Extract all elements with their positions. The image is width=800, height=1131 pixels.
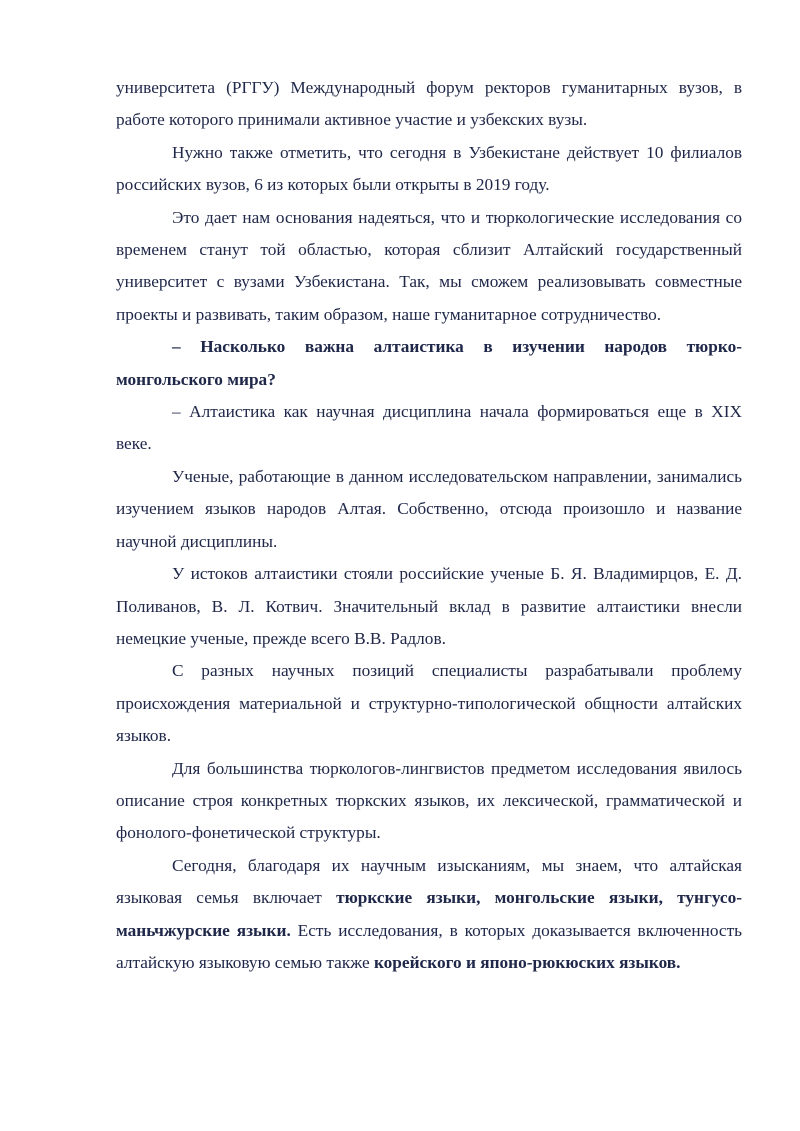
bold-text-run: корейского и японо-рюкюских языков.	[373, 952, 681, 972]
text-run: Это дает нам основания надеяться, что и тюркологические исследования со временем станут той областью, которая сблизит Алтайский государственный университет с вузами Узбекистана. Так, мы сможем реализовывать совместные проекты и развивать, таким образом, наше гуманитарное сотрудничество.	[116, 207, 742, 324]
text-run: Для большинства тюркологов-лингвистов предметом исследования явилось описание строя конкретных тюркских языков, их лексической, грамматической и фонолого-фонетической структуры.	[116, 758, 742, 843]
paragraph-p3	[116, 202, 742, 332]
paragraph-p4	[116, 331, 742, 396]
document-page	[116, 72, 742, 979]
text-run: У истоков алтаистики стояли российские ученые Б. Я. Владимирцов, Е. Д. Поливанов, В. Л. Котвич. Значительный вклад в развитие алтаистики внесли немецкие ученые, прежде всего В.В. Радлов.	[116, 564, 742, 648]
text-run: Есть исследования, в которых доказывается включенность алтайскую языковую семью также	[116, 920, 742, 972]
paragraph-p6	[116, 461, 742, 558]
paragraph-p7	[116, 558, 742, 655]
paragraph-p8	[116, 655, 742, 752]
text-run: университета (РГГУ) Международный форум ректоров гуманитарных вузов, в работе которого принимали активное участие и узбекских вузы.	[116, 78, 742, 130]
bold-text-run: – Насколько важна алтаистика в изучении народов тюрко-монгольского мира?	[116, 337, 742, 389]
paragraph-p5	[116, 396, 742, 461]
text-run: Ученые, работающие в данном исследовательском направлении, занимались изучением языков народов Алтая. Собственно, отсюда произошло и название научной дисциплины.	[116, 466, 742, 551]
paragraph-p10	[116, 850, 742, 980]
paragraph-p9	[116, 753, 742, 850]
text-run: Сегодня, благодаря их научным изысканиям, мы знаем, что алтайская языковая семья включает	[116, 855, 742, 908]
text-run: Нужно также отметить, что сегодня в Узбекистане действует 10 филиалов российских вузов, 6 из которых были открыты в 2019 году.	[116, 142, 742, 195]
bold-text-run: тюркские языки, монгольские языки, тунгусо-маньчжурские языки.	[116, 888, 742, 940]
text-run: С разных научных позиций специалисты разрабатывали проблему происхождения материальной и структурно-типологической общности алтайских языков.	[116, 661, 742, 746]
text-run: – Алтаистика как научная дисциплина начала формироваться еще в XIX веке.	[116, 402, 742, 454]
paragraph-p2	[116, 137, 742, 202]
paragraph-p1	[116, 72, 742, 137]
